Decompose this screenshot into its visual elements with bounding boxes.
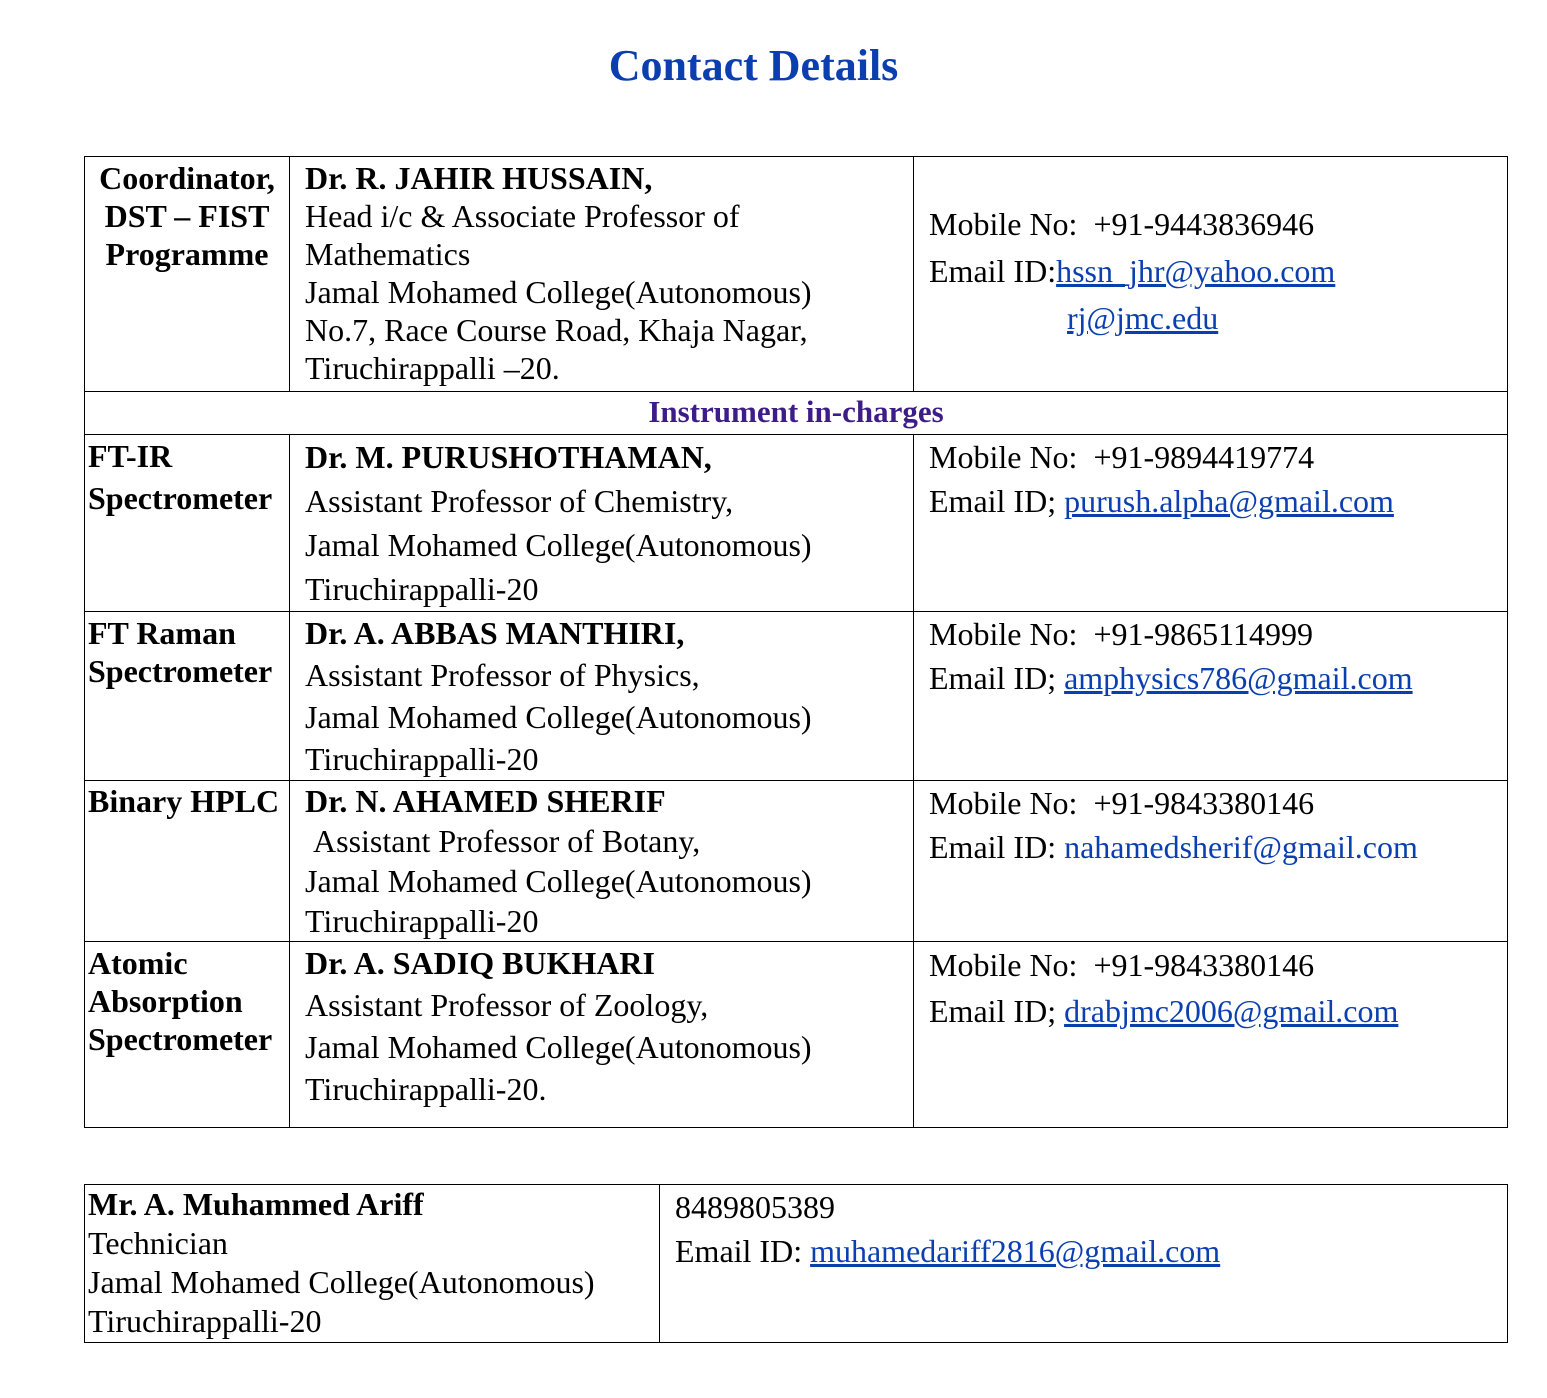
instrument-line: FT-IR <box>88 438 173 474</box>
email-link[interactable]: rj@jmc.edu <box>1067 300 1219 336</box>
email-link[interactable]: amphysics786@gmail.com <box>1064 660 1413 696</box>
coordinator-person-cell <box>290 157 914 392</box>
email-label: Email ID: <box>929 253 1057 289</box>
email-link[interactable]: muhamedariff2816@gmail.com <box>810 1233 1221 1269</box>
email-link[interactable]: purush.alpha@gmail.com <box>1064 483 1394 519</box>
person-college: Jamal Mohamed College(Autonomous) <box>305 863 812 899</box>
person-college: Jamal Mohamed College(Autonomous) <box>305 527 812 563</box>
mobile-label: Mobile No: <box>929 206 1078 242</box>
email-text[interactable]: nahamedsherif@gmail.com <box>1064 829 1418 865</box>
person-name: Dr. A. ABBAS MANTHIRI, <box>305 615 685 651</box>
person-designation: Mathematics <box>305 236 471 272</box>
person-cell <box>290 942 914 1128</box>
incharge-row <box>85 781 1508 942</box>
email-label: Email ID: <box>929 829 1057 865</box>
person-city: Tiruchirappalli-20 <box>305 571 539 607</box>
person-designation: Assistant Professor of Chemistry, <box>305 483 734 519</box>
section-header-row <box>85 392 1508 435</box>
mobile-line <box>929 201 1507 248</box>
person-college: Jamal Mohamed College(Autonomous) <box>305 1029 812 1065</box>
email-line <box>929 479 1507 523</box>
instrument-line: Spectrometer <box>88 480 273 516</box>
email-line <box>675 1229 1507 1273</box>
incharge-row <box>85 612 1508 781</box>
instrument-line: Binary HPLC <box>88 783 280 819</box>
coordinator-role-cell <box>85 157 290 392</box>
instrument-line: Atomic <box>88 945 188 981</box>
mobile-line <box>929 942 1507 988</box>
person-name: Dr. M. PURUSHOTHAMAN, <box>305 439 712 475</box>
email-line <box>929 825 1507 869</box>
email-label: Email ID; <box>929 483 1057 519</box>
person-college: Jamal Mohamed College(Autonomous) <box>305 699 812 735</box>
technician-name: Mr. A. Muhammed Ariff <box>88 1186 424 1222</box>
technician-row <box>85 1185 1508 1343</box>
person-city: Tiruchirappalli-20 <box>305 903 539 939</box>
mobile-label: Mobile No: <box>929 785 1078 821</box>
coordinator-contact-cell <box>914 157 1508 392</box>
email-link[interactable]: drabjmc2006@gmail.com <box>1064 993 1399 1029</box>
role-line: Coordinator, <box>99 160 275 196</box>
email-label: Email ID; <box>929 993 1057 1029</box>
email-line <box>929 248 1507 295</box>
technician-college: Jamal Mohamed College(Autonomous) <box>88 1264 595 1300</box>
mobile-line <box>929 435 1507 479</box>
contact-cell <box>914 781 1508 942</box>
person-designation: Assistant Professor of Zoology, <box>305 987 709 1023</box>
incharge-row <box>85 942 1508 1128</box>
role-line: Programme <box>105 236 269 272</box>
coordinator-row <box>85 157 1508 392</box>
instrument-cell <box>85 942 290 1128</box>
technician-person-cell <box>85 1185 660 1343</box>
mobile-number: +91-9843380146 <box>1093 785 1315 821</box>
mobile-line <box>929 781 1507 825</box>
technician-table <box>84 1184 1508 1343</box>
contact-cell <box>914 612 1508 781</box>
instrument-cell <box>85 435 290 612</box>
person-name: Dr. A. SADIQ BUKHARI <box>305 945 655 981</box>
mobile-line <box>929 612 1507 656</box>
role-line: DST – FIST <box>104 198 270 234</box>
instrument-cell <box>85 781 290 942</box>
email-line <box>929 988 1507 1034</box>
email-line-secondary <box>929 295 1507 342</box>
email-label: Email ID: <box>675 1233 803 1269</box>
incharge-row <box>85 435 1508 612</box>
technician-designation: Technician <box>88 1225 228 1261</box>
contact-cell <box>914 435 1508 612</box>
technician-city: Tiruchirappalli-20 <box>88 1303 322 1339</box>
instrument-line: Absorption <box>88 983 243 1019</box>
person-cell <box>290 781 914 942</box>
email-link[interactable]: hssn_jhr@yahoo.com <box>1056 253 1336 289</box>
person-cell <box>290 612 914 781</box>
person-name: Dr. N. AHAMED SHERIF <box>305 783 666 819</box>
person-designation: Assistant Professor of Physics, <box>305 657 700 693</box>
person-college: Jamal Mohamed College(Autonomous) <box>305 274 812 310</box>
person-city: Tiruchirappalli –20. <box>305 350 560 386</box>
page-title: Contact Details <box>608 41 899 90</box>
contact-table <box>84 156 1508 1128</box>
email-line <box>929 656 1507 700</box>
mobile-number: +91-9865114999 <box>1093 616 1313 652</box>
instrument-line: FT Raman <box>88 615 236 651</box>
mobile-number: +91-9894419774 <box>1093 439 1315 475</box>
mobile-label: Mobile No: <box>929 947 1078 983</box>
person-cell <box>290 435 914 612</box>
person-city: Tiruchirappalli-20 <box>305 741 539 777</box>
technician-contact-cell <box>660 1185 1508 1343</box>
person-city: Tiruchirappalli-20. <box>305 1071 547 1107</box>
section-header: Instrument in-charges <box>85 392 1508 435</box>
instrument-cell <box>85 612 290 781</box>
mobile-label: Mobile No: <box>929 616 1078 652</box>
technician-phone: 8489805389 <box>675 1189 835 1225</box>
person-designation: Head i/c & Associate Professor of <box>305 198 740 234</box>
contact-cell <box>914 942 1508 1128</box>
person-address: No.7, Race Course Road, Khaja Nagar, <box>305 312 808 348</box>
mobile-number: +91-9843380146 <box>1093 947 1315 983</box>
person-designation: Assistant Professor of Botany, <box>313 823 701 859</box>
email-label: Email ID; <box>929 660 1057 696</box>
instrument-line: Spectrometer <box>88 1021 273 1057</box>
instrument-line: Spectrometer <box>88 653 273 689</box>
mobile-label: Mobile No: <box>929 439 1078 475</box>
mobile-number: +91-9443836946 <box>1093 206 1315 242</box>
person-name: Dr. R. JAHIR HUSSAIN, <box>305 160 653 196</box>
